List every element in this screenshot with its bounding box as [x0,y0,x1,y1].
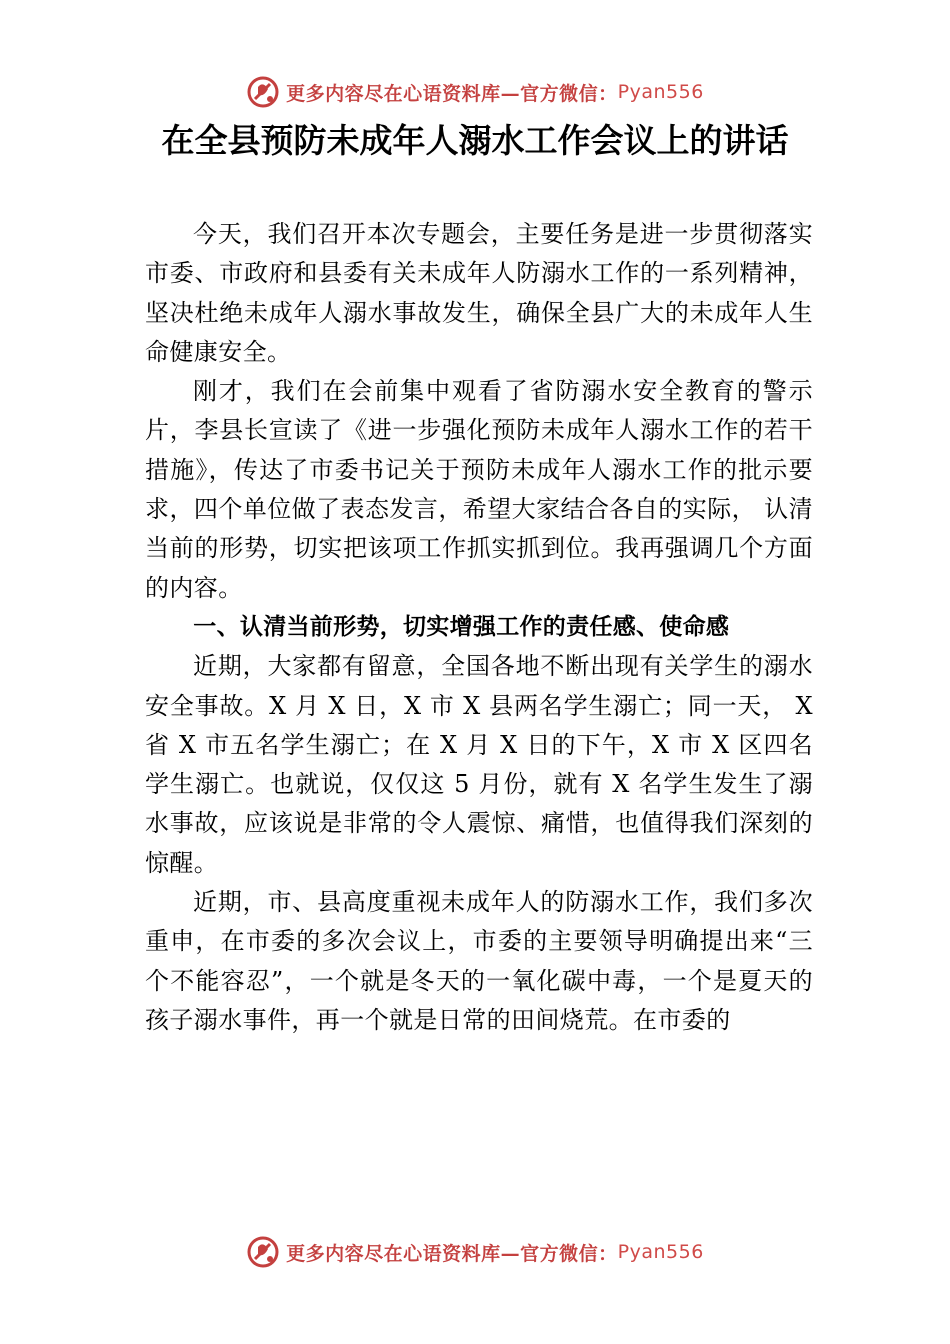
paragraph-1: 今天，我们召开本次专题会，主要任务是进一步贯彻落实市委、市政府和县委有关未成年人防溺水工作的一系列精神，坚决杜绝未成年人溺水事故发生，确保全县广大的未成年人生命健康安全。 [145,220,813,366]
banner-text: 更多内容尽在心语资料库—官方微信： [286,1242,618,1265]
page-title: 在全县预防未成年人溺水工作会议上的讲话 [161,121,789,160]
footer-banner [0,1232,950,1272]
document-body [145,215,813,1040]
banner-text: 更多内容尽在心语资料库—官方微信： [286,82,618,105]
paragraph-2: 刚才，我们在会前集中观看了省防溺水安全教育的警示片，李县长宣读了《进一步强化预防未成年人溺水工作的若干措施》，传达了市委书记关于预防未成年人溺水工作的批示要求，四个单位做了表态发言，希望大家结合各自的实际， 认清当前的形势，切实把该项工作抓实抓到位。我再强调几个方面的内容。 [145,377,813,602]
paragraph-4: 近期，市、县高度重视未成年人的防溺水工作，我们多次重申，在市委的多次会议上，市委的主要领导明确提出来“三个不能容忍”，一个就是冬天的一氧化碳中毒，一个是夏天的孩子溺水事件，再一个就是日常的田间烧荒。在市委的 [145,888,813,1034]
banner-wechat-id: Pyan556 [617,81,704,103]
banner-wechat-id: Pyan556 [617,1241,704,1263]
logo-icon [246,1235,280,1269]
header-banner [0,72,950,112]
paragraph-3: 近期，大家都有留意，全国各地不断出现有关学生的溺水安全事故。X 月 X 日，X 市 X 县两名学生溺亡；同一天， X 省 X 市五名学生溺亡；在 X 月 X 日的下午，X 市 X 区四名学生溺亡。也就说，仅仅这 5 月份，就有 X 名学生发生了溺水事故，应该说是非常的令人震惊、痛惜，也值得我们深刻的惊醒。 [145,652,813,877]
logo-icon [246,75,280,109]
section-heading-1: 一、认清当前形势，切实增强工作的责任感、使命感 [193,613,730,640]
